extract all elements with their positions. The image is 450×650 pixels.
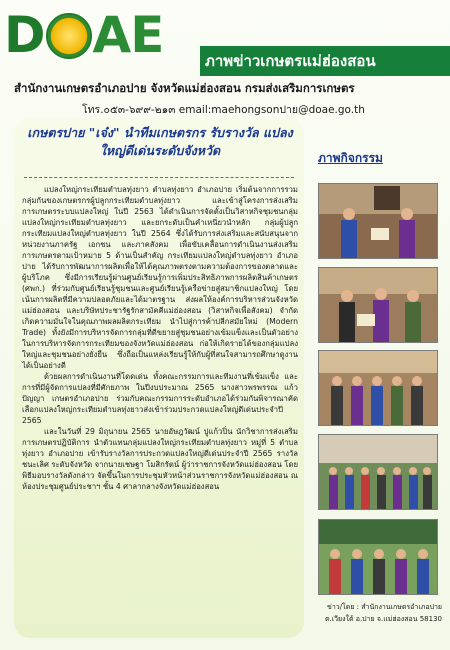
activity-photo-1 <box>318 183 438 259</box>
contact-line: โทร.๐๕๓-๖๙๙-๒๑๓ email:maehongsonปาย@doae.go.th <box>82 104 365 116</box>
organization-line: สำนักงานเกษตรอำเภอปาย จังหวัดแม่ฮ่องสอน กรมส่งเสริมการเกษตร <box>14 81 355 95</box>
article-paragraph-3: และในวันที่ 29 มิถุนายน 2565 นายอัษฎวัฒน์ ปูแก้วปิ่น นักวิชาการส่งเสริมการเกษตรปฏิบัติการ นำตัวแทนกลุ่มแปลงใหญ่กระเทียมตำบลทุ่งยาว หมู่ที่ 5 ตำบลทุ่งยาว อำเภอปาย เข้ารับรางวัลการประกวดแปลงใหญ่ดีเด่นประจำปี 2565 รางวัลชนะเลิศ ระดับจังหวัด จากนายเชษฐา โมสิกรัตน์ ผู้ว่าราชการจังหวัดแม่ฮ่องสอน โดยพิธีมอบรางวัลดังกล่าว จัดขึ้นในการประชุมหัวหน้าส่วนราชการจังหวัดแม่ฮ่องสอน ณ ห้องประชุมศูนย์ประชาฯ ชั้น 4 ศาลากลางจังหวัดแม่ฮ่องสอน <box>22 427 298 491</box>
title-divider <box>24 177 294 178</box>
activity-photo-2 <box>318 267 438 343</box>
logo-letter-e: E <box>130 6 164 64</box>
doae-logo <box>4 6 163 64</box>
article-body <box>22 184 298 492</box>
source-contact: ต.เวียงใต้ อ.ปาย จ.แม่ฮ่องสอน 58130 <box>324 615 442 623</box>
activity-photo-5 <box>318 519 438 595</box>
banner-title: ภาพข่าวเกษตรแม่ฮ่องสอน <box>205 52 376 70</box>
department-emblem-icon <box>46 13 92 59</box>
logo-letter-d: D <box>4 6 45 64</box>
activities-heading: ภาพกิจกรรม <box>318 151 383 165</box>
source-label: ข่าว/โดย : สำนักงานเกษตรอำเภอปาย <box>327 603 442 611</box>
article-paragraph-2: ด้วยผลการดำเนินงานที่โดดเด่น ทั้งคณะกรรมการและทีมงานที่เข้มแข็ง และการที่มีผู้จัดการแปลงที่มีศักยภาพ ในปีงบประมาณ 2565 นางสาวพรพรรณ แก้วปัญญา เกษตรอำเภอปาย ร่วมกับคณะกรรมการระดับอำเภอได้ร่วมกันพิจารณาคัดเลือกแปลงใหญ่กระเทียมตำบลทุ่งยาวส่งเข้าร่วมประกวดแปลงใหญ่ดีเด่นประจำปี 2565 <box>22 372 298 425</box>
article-paragraph-1: แปลงใหญ่กระเทียมตำบลทุ่งยาว ตำบลทุ่งยาว อำเภอปาย เริ่มต้นจากการรวมกลุ่มกันของเกษตรกรผู้ปลูกกระเทียมตำบลทุ่งยาว และเข้าสู่โครงการส่งเสริมการเกษตรระบบแปลงใหญ่ ในปี 2563 ได้ดำเนินการจัดตั้งเป็นวิสาหกิจชุมชนกลุ่มแปลงใหญ่กระเทียมตำบลทุ่งยาว และยกระดับเป็นคำเหนี่ยวนำหลัก กลุ่มผู้ปลูกกระเทียมแปลงใหญ่ตำบลทุ่งยาว ในปี 2564 ซึ่งได้รับการส่งเสริมและสนับสนุนจากหน่วยงานภาครัฐ เอกชน และภาคสังคม เพื่อขับเคลื่อนการดำเนินงานส่งเสริมการเกษตรตามเป้าหมาย 5 ด้านเป็นสำคัญ กระเทียมแปลงใหญ่ตำบลทุ่งยาว อำเภอปาย ได้รับการพัฒนาการผลิตเพื่อให้ได้คุณภาพตรงตามความต้องการของตลาดและผู้บริโภค ซึ่งมีการเรียนรู้ผ่านศูนย์เรียนรู้การเพิ่มประสิทธิภาพการผลิตสินค้าเกษตร (ศพก.) ที่ร่วมกับศูนย์เรียนรู้ชุมชนและศูนย์เรียนรู้เครือข่ายสู่สมาชิกแปลงใหญ่ โดยเน้นการผลิตที่มีความปลอดภัยและได้มาตรฐาน ส่งผลให้องค์การบริหารส่วนจังหวัดแม่ฮ่องสอน และบริษัทประชารัฐรักสามัคคีแม่ฮ่องสอน (วิสาหกิจเพื่อสังคม) จำกัด เกิดความมั่นใจในคุณภาพผลผลิตกระเทียม นำไปสู่การค้าปลีกสมัยใหม่ (Modern Trade) ทั้งยังมีการบริหารจัดการกลุ่มที่ดีขยายสู่ชุมชนอย่างเข้มแข็งและเป็นตัวอย่างในการบริหารจัดการกระเทียมของจังหวัดแม่ฮ่องสอน ก่อให้เกิดรายได้ของกลุ่มแปลงใหญ่และชุมชนอย่างยั่งยืน ซึ่งถือเป็นแหล่งเรียนรู้ให้กับผู้ที่สนใจสามารถศึกษาดูงานได้เป็นอย่างดี <box>22 185 298 370</box>
news-source <box>318 601 442 625</box>
logo-letter-a: A <box>92 6 131 64</box>
activity-photo-3 <box>318 350 438 426</box>
article-title: เกษตรปาย "เจ๋ง" นำทีมเกษตรกร รับรางวัล แปลงใหญ่ดีเด่นระดับจังหวัด <box>27 125 293 158</box>
header <box>0 0 450 128</box>
activity-photo-4 <box>318 434 438 510</box>
